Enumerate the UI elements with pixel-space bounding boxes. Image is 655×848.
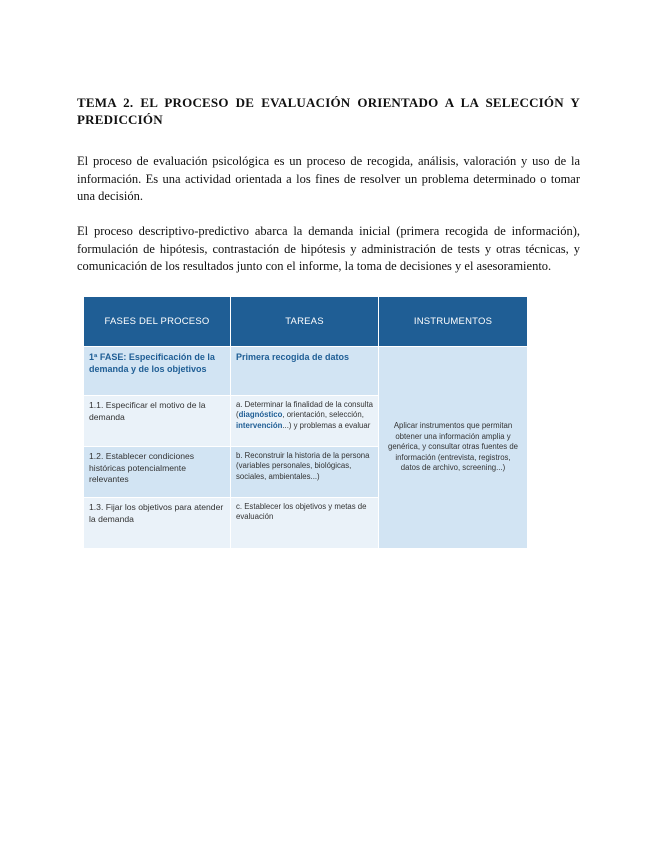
phase-task-cell: Primera recogida de datos [231, 347, 378, 395]
section-heading: TEMA 2. EL PROCESO DE EVALUACIÓN ORIENTADO A LA SELECCIÓN Y PREDICCIÓN [77, 95, 580, 127]
diagnostico-highlight: diagnóstico [238, 410, 283, 420]
tarea-b-cell: b. Reconstruir la historia de la persona (variables personales, biológicas, sociales, ambientales...) [231, 447, 378, 497]
header-tareas: TAREAS [231, 297, 378, 346]
intervencion-highlight: intervención [236, 420, 283, 430]
paragraph-process: El proceso descriptivo-predictivo abarca la demanda inicial (primera recogida de información), formulación de hipótesis, contrastación de hipótesis y administración de tests y otras técnicas, y comunicación de los resultados junto con el informe, la toma de decisiones y el asesoramiento. [77, 224, 580, 273]
process-phases-table [84, 297, 527, 548]
phase-title-cell: 1ª FASE: Especificación de la demanda y de los objetivos [84, 347, 230, 395]
fase-1-1-cell: 1.1. Especificar el motivo de la demanda [84, 396, 230, 446]
header-instrumentos: INSTRUMENTOS [379, 297, 527, 346]
fase-1-3-cell: 1.3. Fijar los objetivos para atender la demanda [84, 498, 230, 548]
instrumentos-cell: Aplicar instrumentos que permitan obtener una información amplia y genérica, y consultar otras fuentes de información (entrevista, registros, datos de archivo, screening...) [379, 347, 527, 548]
tarea-c-cell: c. Establecer los objetivos y metas de evaluación [231, 498, 378, 548]
paragraph-definition: El proceso de evaluación psicológica es un proceso de recogida, análisis, valoración y uso de la información. Es una actividad orientada a los fines de resolver un problema determinado o tomar una decisión. [77, 154, 580, 203]
tarea-a-cell: a. Determinar la finalidad de la consulta (diagnóstico, orientación, selección, intervención...) y problemas a evaluar [231, 396, 378, 446]
header-fases: FASES DEL PROCESO [84, 297, 230, 346]
fase-1-2-cell: 1.2. Establecer condiciones históricas potencialmente relevantes [84, 447, 230, 497]
